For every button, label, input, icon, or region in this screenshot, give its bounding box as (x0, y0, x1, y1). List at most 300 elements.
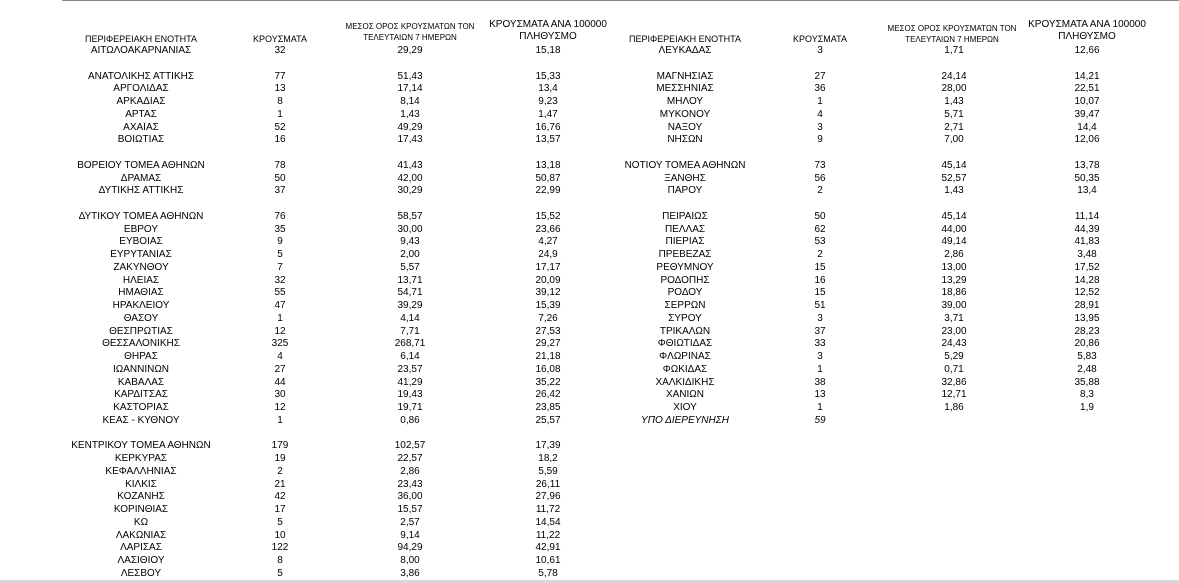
avg7-cell (922, 198, 986, 211)
avg7-cell: 13,29 (941, 274, 967, 286)
avg7-cell: 45,14 (941, 159, 967, 171)
cases-cell: 10 (274, 529, 286, 541)
cases-cell: 44 (274, 376, 286, 388)
per100k-cell: 4,27 (538, 236, 558, 248)
avg7-cell (378, 147, 442, 160)
region-cell: ΚΩ (133, 516, 149, 528)
cases-cell: 33 (814, 338, 826, 350)
region-cell: ΔΥΤΙΚΗΣ ΑΤΤΙΚΗΣ (98, 185, 184, 197)
per100k-cell: 20,86 (1074, 338, 1100, 350)
per100k-cell: 21,18 (535, 351, 561, 362)
region-cell: ΑΡΓΟΛΙΔΑΣ (113, 83, 169, 95)
region-cell: ΚΟΖΑΝΗΣ (117, 491, 165, 503)
cases-cell: 50 (814, 210, 826, 222)
region-cell: ΘΑΣΟΥ (123, 312, 159, 324)
per100k-cell: 28,23 (1074, 325, 1100, 337)
avg7-cell: 0,71 (944, 363, 964, 375)
per100k-cell: 35,22 (535, 376, 561, 388)
per100k-cell: 23,85 (535, 402, 561, 413)
region-cell: ΜΕΣΣΗΝΙΑΣ (656, 83, 714, 95)
avg7-cell: 29,29 (397, 45, 423, 56)
avg7-cell: 8,00 (400, 555, 420, 566)
cases-cell: 27 (274, 363, 286, 375)
region-cell: ΑΙΤΩΛΟΑΚΑΡΝΑΝΙΑΣ (90, 45, 192, 56)
per100k-cell: 15,39 (535, 300, 561, 311)
region-cell (70, 198, 212, 211)
per100k-cell: 35,88 (1074, 376, 1100, 388)
cases-cell: 42 (274, 491, 286, 503)
avg7-cell (378, 58, 442, 71)
region-cell: ΛΑΚΩΝΙΑΣ (115, 529, 167, 541)
cases-cell: 62 (814, 223, 826, 235)
region-cell: ΕΥΒΟΙΑΣ (119, 236, 163, 248)
region-cell: ΕΒΡΟΥ (123, 223, 159, 235)
per100k-cell: 15,18 (535, 45, 561, 56)
cases-cell (250, 58, 310, 71)
per100k-cell: 13,18 (535, 159, 561, 171)
avg7-cell: 2,71 (944, 121, 964, 133)
region-cell: ΚΕΡΚΥΡΑΣ (114, 453, 168, 464)
cases-cell: 9 (817, 134, 823, 146)
avg7-cell: 1,43 (944, 96, 964, 107)
per100k-cell: 28,91 (1074, 300, 1100, 311)
avg7-cell: 19,43 (397, 389, 423, 401)
avg7-cell: 30,29 (397, 185, 423, 197)
avg7-cell: 41,29 (397, 376, 423, 388)
avg7-cell (922, 415, 986, 428)
left-cases-column (250, 45, 310, 581)
per100k-cell: 14,28 (1074, 274, 1100, 286)
cases-cell: 27 (814, 70, 826, 82)
cases-cell: 15 (814, 261, 826, 273)
avg7-cell: 44,00 (941, 223, 967, 235)
avg7-cell: 17,43 (397, 134, 423, 146)
per100k-cell (1055, 147, 1119, 160)
per100k-cell: 12,52 (1074, 287, 1100, 299)
avg7-cell (922, 147, 986, 160)
avg7-cell: 41,43 (397, 159, 423, 171)
avg7-cell (922, 58, 986, 71)
header-cases-left: ΚΡΟΥΣΜΑΤΑ (253, 34, 307, 44)
per100k-cell: 41,83 (1074, 236, 1100, 248)
header-per100k-left-line2: ΠΛΗΘΥΣΜΟ (519, 31, 577, 42)
cases-cell: 37 (274, 185, 286, 197)
per100k-cell: 13,95 (1074, 312, 1100, 324)
cases-cell: 32 (274, 274, 286, 286)
cases-cell (250, 147, 310, 160)
cases-cell: 76 (274, 210, 286, 222)
region-cell: ΚΕΦΑΛΛΗΝΙΑΣ (105, 465, 177, 477)
cases-cell: 53 (814, 236, 826, 248)
cases-cell: 122 (271, 542, 289, 554)
per100k-cell: 11,14 (1074, 210, 1100, 222)
per100k-cell: 26,11 (535, 478, 561, 490)
avg7-cell: 1,43 (400, 108, 420, 120)
per100k-cell: 17,17 (535, 261, 561, 273)
region-cell: ΠΕΛΛΑΣ (664, 223, 706, 235)
right-region-column (614, 45, 756, 428)
region-cell: ΑΡΚΑΔΙΑΣ (116, 96, 166, 107)
per100k-cell: 13,4 (1077, 185, 1097, 197)
avg7-cell: 49,14 (941, 236, 967, 248)
per100k-cell: 24,9 (538, 249, 558, 260)
cases-cell: 35 (274, 223, 286, 235)
per100k-cell: 1,9 (1080, 402, 1094, 413)
avg7-cell: 0,86 (400, 414, 420, 426)
cases-cell: 73 (814, 159, 826, 171)
cases-cell: 5 (277, 567, 283, 579)
cases-cell: 2 (817, 249, 823, 260)
cases-cell: 8 (277, 555, 283, 566)
cases-cell: 9 (277, 236, 283, 248)
region-cell: ΠΡΕΒΕΖΑΣ (658, 249, 712, 260)
region-cell: ΡΟΔΟΥ (667, 287, 703, 299)
region-cell (70, 58, 212, 71)
cases-cell: 3 (817, 121, 823, 133)
left-per100k-column (516, 45, 580, 581)
avg7-cell: 58,57 (397, 210, 423, 222)
avg7-cell: 52,57 (941, 172, 967, 184)
region-cell: ΚΑΒΑΛΑΣ (117, 376, 165, 388)
cases-cell: 12 (274, 402, 286, 413)
region-cell: ΥΠΟ ΔΙΕΡΕΥΝΗΣΗ (641, 414, 729, 426)
cases-cell: 1 (277, 312, 283, 324)
header-per100k-right-line1: ΚΡΟΥΣΜΑΤΑ ΑΝΑ 100000 (1028, 19, 1146, 30)
avg7-cell: 7,71 (400, 325, 420, 337)
avg7-cell: 3,71 (944, 312, 964, 324)
cases-cell: 51 (814, 300, 826, 311)
avg7-cell: 12,71 (941, 389, 967, 401)
per100k-cell (1055, 198, 1119, 211)
region-cell: ΔΥΤΙΚΟΥ ΤΟΜΕΑ ΑΘΗΝΩΝ (78, 210, 204, 222)
avg7-cell: 2,57 (400, 516, 420, 528)
per100k-cell: 12,06 (1074, 134, 1100, 146)
per100k-cell: 3,48 (1077, 249, 1097, 260)
avg7-cell: 23,00 (941, 325, 967, 337)
cases-cell: 5 (277, 516, 283, 528)
region-cell: ΘΕΣΣΑΛΟΝΙΚΗΣ (102, 338, 180, 350)
per100k-cell: 39,47 (1074, 108, 1100, 120)
avg7-cell: 19,71 (397, 402, 423, 413)
cases-cell: 13 (274, 83, 286, 95)
per100k-cell: 22,51 (1074, 83, 1100, 95)
avg7-cell: 32,86 (941, 376, 967, 388)
region-cell: ΜΗΛΟΥ (666, 96, 704, 107)
cases-cell: 17 (274, 504, 286, 515)
per100k-cell: 25,57 (535, 414, 561, 426)
per100k-cell (1055, 415, 1119, 428)
cases-cell: 4 (277, 351, 283, 362)
region-cell: ΡΟΔΟΠΗΣ (660, 274, 710, 286)
region-cell (70, 428, 212, 441)
avg7-cell (378, 428, 442, 441)
cases-cell: 37 (814, 325, 826, 337)
header-avg7-left-line1: ΜΕΣΟΣ ΟΡΟΣ ΚΡΟΥΣΜΑΤΩΝ ΤΟΝ (345, 22, 475, 31)
header-per100k-left-line1: ΚΡΟΥΣΜΑΤΑ ΑΝΑ 100000 (489, 19, 607, 30)
header-region-right: ΠΕΡΙΦΕΡΕΙΑΚΗ ΕΝΟΤΗΤΑ (628, 34, 742, 44)
cases-cell: 3 (817, 45, 823, 56)
region-cell (70, 147, 212, 160)
cases-cell: 7 (277, 261, 283, 273)
avg7-cell: 3,86 (400, 567, 420, 579)
per100k-cell: 23,66 (535, 223, 561, 235)
per100k-cell: 16,76 (535, 121, 561, 133)
region-cell: ΛΕΥΚΑΔΑΣ (658, 45, 712, 56)
avg7-cell: 39,00 (941, 300, 967, 311)
avg7-cell: 49,29 (397, 121, 423, 133)
region-cell: ΝΑΞΟΥ (667, 121, 703, 133)
right-avg7-column (922, 45, 986, 428)
cases-cell: 50 (274, 172, 286, 184)
region-cell: ΧΙΟΥ (673, 402, 697, 413)
per100k-cell: 13,78 (1074, 159, 1100, 171)
region-cell: ΘΗΡΑΣ (124, 351, 158, 362)
region-cell: ΔΡΑΜΑΣ (120, 172, 162, 184)
cases-cell: 36 (814, 83, 826, 95)
region-cell: ΚΙΛΚΙΣ (125, 478, 157, 490)
cases-cell: 1 (817, 96, 823, 107)
per100k-cell (516, 428, 580, 441)
region-cell: ΠΕΙΡΑΙΩΣ (662, 210, 708, 222)
cases-cell: 3 (817, 351, 823, 362)
cases-cell: 78 (274, 159, 286, 171)
avg7-cell: 5,71 (944, 108, 964, 120)
per100k-cell: 11,72 (535, 504, 561, 515)
region-cell: ΗΡΑΚΛΕΙΟΥ (112, 300, 170, 311)
cases-cell: 59 (814, 414, 826, 426)
region-cell: ΖΑΚΥΝΘΟΥ (113, 261, 169, 273)
region-cell: ΠΑΡΟΥ (667, 185, 703, 197)
cases-cell: 1 (277, 414, 283, 426)
avg7-cell: 13,00 (941, 261, 967, 273)
avg7-cell: 36,00 (397, 491, 423, 503)
per100k-cell: 14,54 (535, 516, 561, 528)
cases-cell: 77 (274, 70, 286, 82)
cases-cell: 30 (274, 389, 286, 401)
region-cell: ΗΛΕΙΑΣ (122, 274, 160, 286)
cases-cell: 3 (817, 312, 823, 324)
avg7-cell: 18,86 (941, 287, 967, 299)
region-cell: ΗΜΑΘΙΑΣ (118, 287, 164, 299)
avg7-cell: 42,00 (397, 172, 423, 184)
avg7-cell: 23,43 (397, 478, 423, 490)
per100k-cell: 18,2 (538, 453, 558, 464)
region-cell (614, 198, 756, 211)
region-cell: ΡΕΘΥΜΝΟΥ (656, 261, 714, 273)
avg7-cell: 39,29 (397, 300, 423, 311)
avg7-cell: 54,71 (397, 287, 423, 299)
region-cell: ΕΥΡΥΤΑΝΙΑΣ (110, 249, 172, 260)
header-per100k-right-line2: ΠΛΗΘΥΣΜΟ (1058, 31, 1116, 42)
avg7-cell: 9,43 (400, 236, 420, 248)
avg7-cell: 30,00 (397, 223, 423, 235)
cases-cell: 52 (274, 121, 286, 133)
per100k-cell: 16,08 (535, 363, 561, 375)
avg7-cell: 94,29 (397, 542, 423, 554)
cases-cell: 2 (277, 465, 283, 477)
cases-cell: 13 (814, 389, 826, 401)
region-cell: ΦΛΩΡΙΝΑΣ (659, 351, 711, 362)
per100k-cell: 17,52 (1074, 261, 1100, 273)
region-cell: ΚΕΝΤΡΙΚΟΥ ΤΟΜΕΑ ΑΘΗΝΩΝ (71, 440, 211, 452)
cases-cell: 1 (277, 108, 283, 120)
avg7-cell: 5,29 (944, 351, 964, 362)
region-cell: ΚΑΣΤΟΡΙΑΣ (113, 402, 169, 413)
avg7-cell: 1,86 (944, 402, 964, 413)
right-cases-column (790, 45, 850, 428)
per100k-cell: 13,4 (538, 83, 558, 95)
header-avg7-right-line2: ΤΕΛΕΥΤΑΙΩΝ 7 ΗΜΕΡΩΝ (905, 35, 999, 44)
region-cell: ΘΕΣΠΡΩΤΙΑΣ (109, 325, 173, 337)
per100k-cell: 29,27 (535, 338, 561, 350)
cases-cell: 56 (814, 172, 826, 184)
per100k-cell: 10,07 (1074, 96, 1100, 107)
region-cell: ΚΟΡΙΝΘΙΑΣ (113, 504, 169, 515)
region-cell: ΦΘΙΩΤΙΔΑΣ (657, 338, 713, 350)
per100k-cell: 14,21 (1074, 70, 1100, 82)
cases-cell: 2 (817, 185, 823, 197)
per100k-cell (516, 147, 580, 160)
cases-cell: 1 (817, 363, 823, 375)
region-cell: ΦΩΚΙΔΑΣ (662, 363, 708, 375)
per100k-cell: 5,59 (538, 465, 558, 477)
per100k-cell: 27,53 (535, 325, 561, 337)
header-avg7-left-line2: ΤΕΛΕΥΤΑΙΩΝ 7 ΗΜΕΡΩΝ (363, 33, 457, 42)
avg7-cell: 102,57 (394, 440, 426, 452)
region-cell: ΣΥΡΟΥ (668, 312, 702, 324)
header-avg7-right-line1: ΜΕΣΟΣ ΟΡΟΣ ΚΡΟΥΣΜΑΤΩΝ ΤΟΝ (887, 24, 1017, 33)
avg7-cell: 1,71 (944, 45, 964, 56)
per100k-cell: 7,26 (538, 312, 558, 324)
region-cell: ΠΙΕΡΙΑΣ (665, 236, 705, 248)
region-cell: ΑΝΑΤΟΛΙΚΗΣ ΑΤΤΙΚΗΣ (87, 70, 195, 82)
left-avg7-column (378, 45, 442, 581)
avg7-cell: 15,57 (397, 504, 423, 515)
per100k-cell: 8,3 (1080, 389, 1094, 401)
per100k-cell: 9,23 (538, 96, 558, 107)
avg7-cell: 1,43 (944, 185, 964, 197)
per100k-cell: 15,33 (535, 70, 561, 82)
per100k-cell: 20,09 (535, 274, 561, 286)
per100k-cell: 26,42 (535, 389, 561, 401)
cases-cell: 1 (817, 402, 823, 413)
region-cell: ΣΕΡΡΩΝ (664, 300, 706, 311)
cases-cell: 179 (271, 440, 289, 452)
per100k-cell: 50,87 (535, 172, 561, 184)
cases-cell: 16 (274, 134, 286, 146)
header-region-left: ΠΕΡΙΦΕΡΕΙΑΚΗ ΕΝΟΤΗΤΑ (84, 34, 198, 44)
avg7-cell: 28,00 (941, 83, 967, 95)
region-cell: ΑΡΤΑΣ (125, 108, 157, 120)
cases-cell: 21 (274, 478, 286, 490)
cases-cell: 32 (274, 45, 286, 56)
region-cell: ΒΟΙΩΤΙΑΣ (117, 134, 165, 146)
avg7-cell: 9,14 (400, 529, 420, 541)
per100k-cell: 15,52 (535, 210, 561, 222)
cases-cell: 19 (274, 453, 286, 464)
region-cell (614, 58, 756, 71)
region-cell: ΚΕΑΣ - ΚΥΘΝΟΥ (102, 414, 180, 426)
avg7-cell: 45,14 (941, 210, 967, 222)
avg7-cell: 8,14 (400, 96, 420, 107)
per100k-cell: 42,91 (535, 542, 561, 554)
avg7-cell: 2,86 (400, 465, 420, 477)
avg7-cell: 22,57 (397, 453, 423, 464)
cases-cell: 5 (277, 249, 283, 260)
per100k-cell: 27,96 (535, 491, 561, 503)
region-cell (614, 147, 756, 160)
per100k-cell: 14,4 (1077, 121, 1097, 133)
right-per100k-column (1055, 45, 1119, 428)
region-cell: ΛΕΣΒΟΥ (120, 567, 162, 579)
region-cell: ΝΗΣΩΝ (667, 134, 703, 146)
avg7-cell: 4,14 (400, 312, 420, 324)
per100k-cell: 44,39 (1074, 223, 1100, 235)
per100k-cell: 10,61 (535, 555, 561, 566)
cases-cell: 15 (814, 287, 826, 299)
per100k-cell: 2,48 (1077, 363, 1097, 375)
region-cell: ΧΑΛΚΙΔΙΚΗΣ (655, 376, 715, 388)
cases-cell (790, 198, 850, 211)
cases-cell: 12 (274, 325, 286, 337)
cases-cell: 4 (817, 108, 823, 120)
avg7-cell: 51,43 (397, 70, 423, 82)
region-cell: ΞΑΝΘΗΣ (664, 172, 706, 184)
cases-cell (250, 428, 310, 441)
avg7-cell: 6,14 (400, 351, 420, 362)
header-cases-right: ΚΡΟΥΣΜΑΤΑ (793, 34, 847, 44)
per100k-cell (516, 58, 580, 71)
cases-cell: 16 (814, 274, 826, 286)
per100k-cell: 39,12 (535, 287, 561, 299)
per100k-cell: 1,47 (538, 108, 558, 120)
cases-cell: 55 (274, 287, 286, 299)
region-cell: ΑΧΑΪΑΣ (123, 121, 159, 133)
avg7-cell: 24,14 (941, 70, 967, 82)
region-cell: ΜΥΚΟΝΟΥ (659, 108, 711, 120)
per100k-cell: 50,35 (1074, 172, 1100, 184)
per100k-cell (516, 198, 580, 211)
region-cell: ΚΑΡΔΙΤΣΑΣ (114, 389, 168, 401)
avg7-cell: 17,14 (397, 83, 423, 95)
avg7-cell: 5,57 (400, 261, 420, 273)
per100k-cell: 22,99 (535, 185, 561, 197)
region-cell: ΒΟΡΕΙΟΥ ΤΟΜΕΑ ΑΘΗΝΩΝ (77, 159, 205, 171)
cases-cell: 38 (814, 376, 826, 388)
per100k-cell (1055, 58, 1119, 71)
per100k-cell: 5,83 (1077, 351, 1097, 362)
avg7-cell: 23,57 (397, 363, 423, 375)
cases-cell (250, 198, 310, 211)
per100k-cell: 11,22 (535, 529, 561, 541)
cases-cell (790, 147, 850, 160)
region-cell: ΝΟΤΙΟΥ ΤΟΜΕΑ ΑΘΗΝΩΝ (624, 159, 746, 171)
left-region-column (70, 45, 212, 581)
per100k-cell: 17,39 (535, 440, 561, 452)
region-cell: ΙΩΑΝΝΙΝΩΝ (112, 363, 170, 375)
region-cell: ΤΡΙΚΑΛΩΝ (659, 325, 711, 337)
per100k-cell: 13,57 (535, 134, 561, 146)
region-cell: ΧΑΝΙΩΝ (665, 389, 705, 401)
cases-cell: 8 (277, 96, 283, 107)
top-rule (62, 0, 1179, 1)
avg7-cell (378, 198, 442, 211)
avg7-cell: 2,86 (944, 249, 964, 260)
region-cell: ΛΑΡΙΣΑΣ (120, 542, 162, 554)
region-cell: ΜΑΓΝΗΣΙΑΣ (656, 70, 714, 82)
cases-cell: 325 (271, 338, 289, 350)
avg7-cell: 13,71 (397, 274, 423, 286)
